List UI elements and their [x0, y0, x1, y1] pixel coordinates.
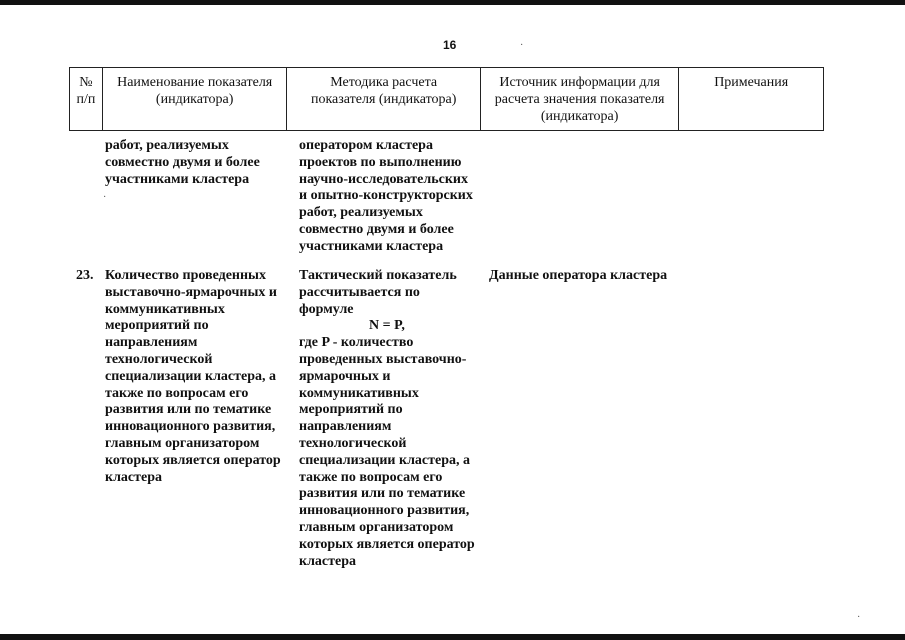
header-calculation-method: Методика расчета показателя (индикатора) [287, 68, 480, 130]
calculation-method [299, 268, 475, 570]
continued-indicator-name: работ, реализуемых совместно двумя и более участниками кластера [105, 138, 260, 187]
row-number: 23. [76, 268, 94, 283]
table-header [69, 67, 824, 131]
formula: N = P, [369, 318, 405, 334]
indicator-name: Количество проведенных выставочно-ярмарочных и коммуникативных мероприятий по направлениям технологической специализации кластера, а также по вопросам его развития или по тематике инновационного развития, главным организатором которых является оператор кластера [105, 268, 281, 485]
header-notes: Примечания [714, 75, 789, 90]
scan-speck: · [857, 612, 861, 623]
method-intro: Тактический показатель рассчитывается по формуле [299, 268, 457, 317]
page-number: 16 [443, 38, 457, 52]
scan-speck: · [520, 40, 524, 51]
continued-calculation-method: оператором кластера проектов по выполнению научно-исследовательских и опытно-конструкторских работ, реализуемых совместно двумя и более участниками кластера [299, 138, 473, 254]
top-scan-border [0, 0, 905, 5]
header-number: № п/п [70, 68, 103, 130]
information-source: Данные оператора кластера [489, 268, 668, 283]
header-indicator-name: Наименование показателя (индикатора) [103, 68, 288, 130]
header-information-source: Источник информации для расчета значения показателя (индикатора) [481, 68, 679, 130]
method-explanation: где P - количество проведенных выставочно- ярмарочных и коммуникативных мероприятий по направлениям технологической специализации кластера, а также по вопросам его развития или по тематике инновационного развития, главным организатором которых является оператор кластера [299, 335, 475, 569]
scan-speck: · [103, 192, 107, 203]
bottom-scan-border [0, 634, 905, 640]
